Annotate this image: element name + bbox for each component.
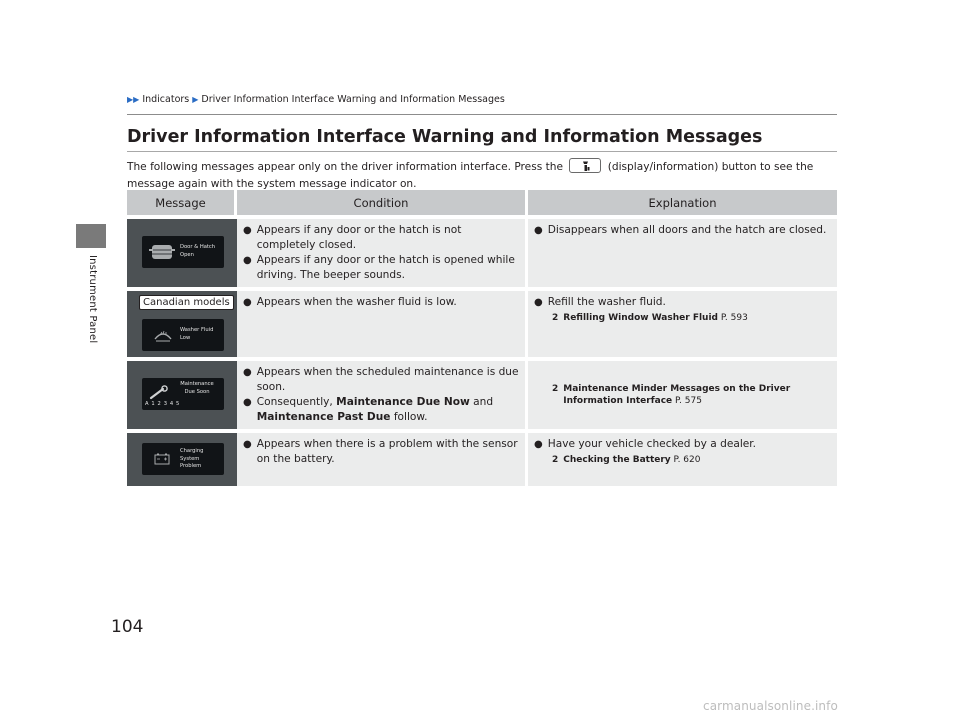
screen-line-2: Due Soon bbox=[184, 388, 210, 395]
reference-page: P. 575 bbox=[675, 396, 702, 406]
screen-line-3: A 1 2 3 4 5 bbox=[145, 401, 180, 407]
header-divider bbox=[127, 114, 837, 115]
reference-title: Maintenance Minder Messages on the Driver Information Interface bbox=[563, 384, 791, 406]
condition-cell bbox=[237, 291, 528, 357]
condition-bullet: ● Appears when the washer fluid is low. bbox=[243, 296, 457, 308]
condition-text: Appears when there is a problem with the sensor on the battery. bbox=[256, 438, 518, 465]
condition-text: Appears if any door or the hatch is not completely closed. bbox=[256, 224, 462, 251]
condition-bullet: ● Appears if any door or the hatch is not completely closed. bbox=[243, 223, 519, 253]
intro-text-before: The following messages appear only on the driver information interface. Press the bbox=[127, 161, 563, 173]
breadcrumb-item-current[interactable]: Driver Information Interface Warning and Information Messages bbox=[201, 94, 505, 105]
condition-bullet: ● Appears when there is a problem with the sensor on the battery. bbox=[243, 438, 518, 465]
reference-arrow-icon: 2 bbox=[552, 455, 559, 465]
display-screen bbox=[142, 236, 224, 268]
door-open-icon bbox=[149, 243, 175, 261]
display-screen bbox=[142, 319, 224, 351]
wrench-icon bbox=[148, 385, 170, 401]
reference-page: P. 593 bbox=[720, 313, 748, 323]
reference-page: P. 620 bbox=[673, 455, 701, 465]
reference-arrow-icon: 2 bbox=[552, 313, 559, 323]
arrow-right-icon: ▶▶ bbox=[127, 95, 140, 104]
explanation-cell bbox=[528, 361, 837, 429]
messages-table bbox=[127, 186, 837, 490]
title-divider bbox=[127, 151, 837, 152]
condition-cell bbox=[237, 219, 528, 287]
battery-icon bbox=[154, 453, 170, 465]
screen-line-2: Open bbox=[180, 251, 194, 258]
condition-text: Appears when the washer fluid is low. bbox=[256, 296, 457, 308]
condition-text: Consequently, Maintenance Due Now and Maintenance Past Due follow. bbox=[256, 396, 494, 423]
message-image-cell bbox=[127, 291, 237, 357]
condition-cell bbox=[237, 361, 528, 429]
condition-bullet: ● Consequently, Maintenance Due Now and Maintenance Past Due follow. bbox=[243, 395, 519, 425]
screen-line-1: Charging bbox=[180, 448, 204, 454]
column-header-message: Message bbox=[127, 190, 237, 215]
washer-fluid-icon bbox=[153, 327, 173, 343]
reference-title: Checking the Battery bbox=[563, 455, 671, 465]
condition-bullet: ● Appears when the scheduled maintenance is due soon. bbox=[243, 366, 519, 393]
table-header-row bbox=[127, 190, 837, 215]
emphasis-text: Maintenance Past Due bbox=[256, 411, 391, 423]
display-screen bbox=[142, 443, 224, 475]
screen-line-2: System bbox=[180, 455, 200, 462]
screen-line-1: Washer Fluid bbox=[180, 327, 214, 333]
explanation-text: Disappears when all doors and the hatch are closed. bbox=[547, 224, 827, 236]
page-title: Driver Information Interface Warning and Information Messages bbox=[127, 127, 763, 147]
region-badge: Canadian models bbox=[139, 295, 234, 310]
explanation-text: Refill the washer fluid. bbox=[547, 296, 666, 308]
screen-line-2: Low bbox=[180, 334, 191, 341]
section-tab-marker bbox=[76, 224, 106, 248]
page-number: 104 bbox=[111, 617, 144, 637]
explanation-cell bbox=[528, 291, 837, 357]
explanation-bullet: ● Refill the washer fluid. bbox=[534, 296, 666, 308]
watermark: carmanualsonline.info bbox=[703, 699, 838, 713]
reference-title: Refilling Window Washer Fluid bbox=[563, 313, 718, 323]
message-image-cell bbox=[127, 219, 237, 287]
explanation-bullet: ● Have your vehicle checked by a dealer. bbox=[534, 438, 757, 450]
emphasis-text: Maintenance Due Now bbox=[336, 396, 470, 408]
breadcrumb bbox=[127, 94, 505, 105]
table-row bbox=[127, 291, 837, 357]
arrow-right-icon: ▶ bbox=[192, 95, 199, 104]
reference-arrow-icon: 2 bbox=[552, 384, 559, 394]
explanation-text: Have your vehicle checked by a dealer. bbox=[547, 438, 757, 450]
table-row bbox=[127, 433, 837, 486]
column-header-explanation: Explanation bbox=[528, 190, 837, 215]
breadcrumb-item-indicators[interactable]: Indicators bbox=[142, 94, 190, 105]
message-image-cell bbox=[127, 433, 237, 486]
screen-line-3: Problem bbox=[180, 463, 202, 469]
condition-cell bbox=[237, 433, 528, 486]
column-header-condition: Condition bbox=[237, 190, 528, 215]
condition-text: Appears if any door or the hatch is opened while driving. The beeper sounds. bbox=[256, 254, 515, 281]
intro-text-after: (display/information) button to see the message again with the system message indicator on. bbox=[127, 161, 814, 190]
info-button-icon bbox=[569, 158, 601, 173]
cross-reference-link[interactable] bbox=[552, 454, 831, 466]
message-image-cell bbox=[127, 361, 237, 429]
condition-text: Appears when the scheduled maintenance is due soon. bbox=[256, 366, 519, 393]
cross-reference-link[interactable] bbox=[552, 383, 831, 407]
screen-line-1: Maintenance bbox=[180, 381, 214, 387]
condition-bullet: ● Appears if any door or the hatch is opened while driving. The beeper sounds. bbox=[243, 253, 519, 283]
table-row bbox=[127, 361, 837, 429]
display-screen bbox=[142, 378, 224, 410]
explanation-cell bbox=[528, 433, 837, 486]
cross-reference-link[interactable] bbox=[552, 312, 831, 324]
explanation-cell bbox=[528, 219, 837, 287]
explanation-bullet: ● Disappears when all doors and the hatch are closed. bbox=[534, 224, 827, 236]
section-side-label: Instrument Panel bbox=[87, 255, 98, 344]
screen-line-1: Door & Hatch bbox=[180, 244, 216, 250]
table-row bbox=[127, 219, 837, 287]
